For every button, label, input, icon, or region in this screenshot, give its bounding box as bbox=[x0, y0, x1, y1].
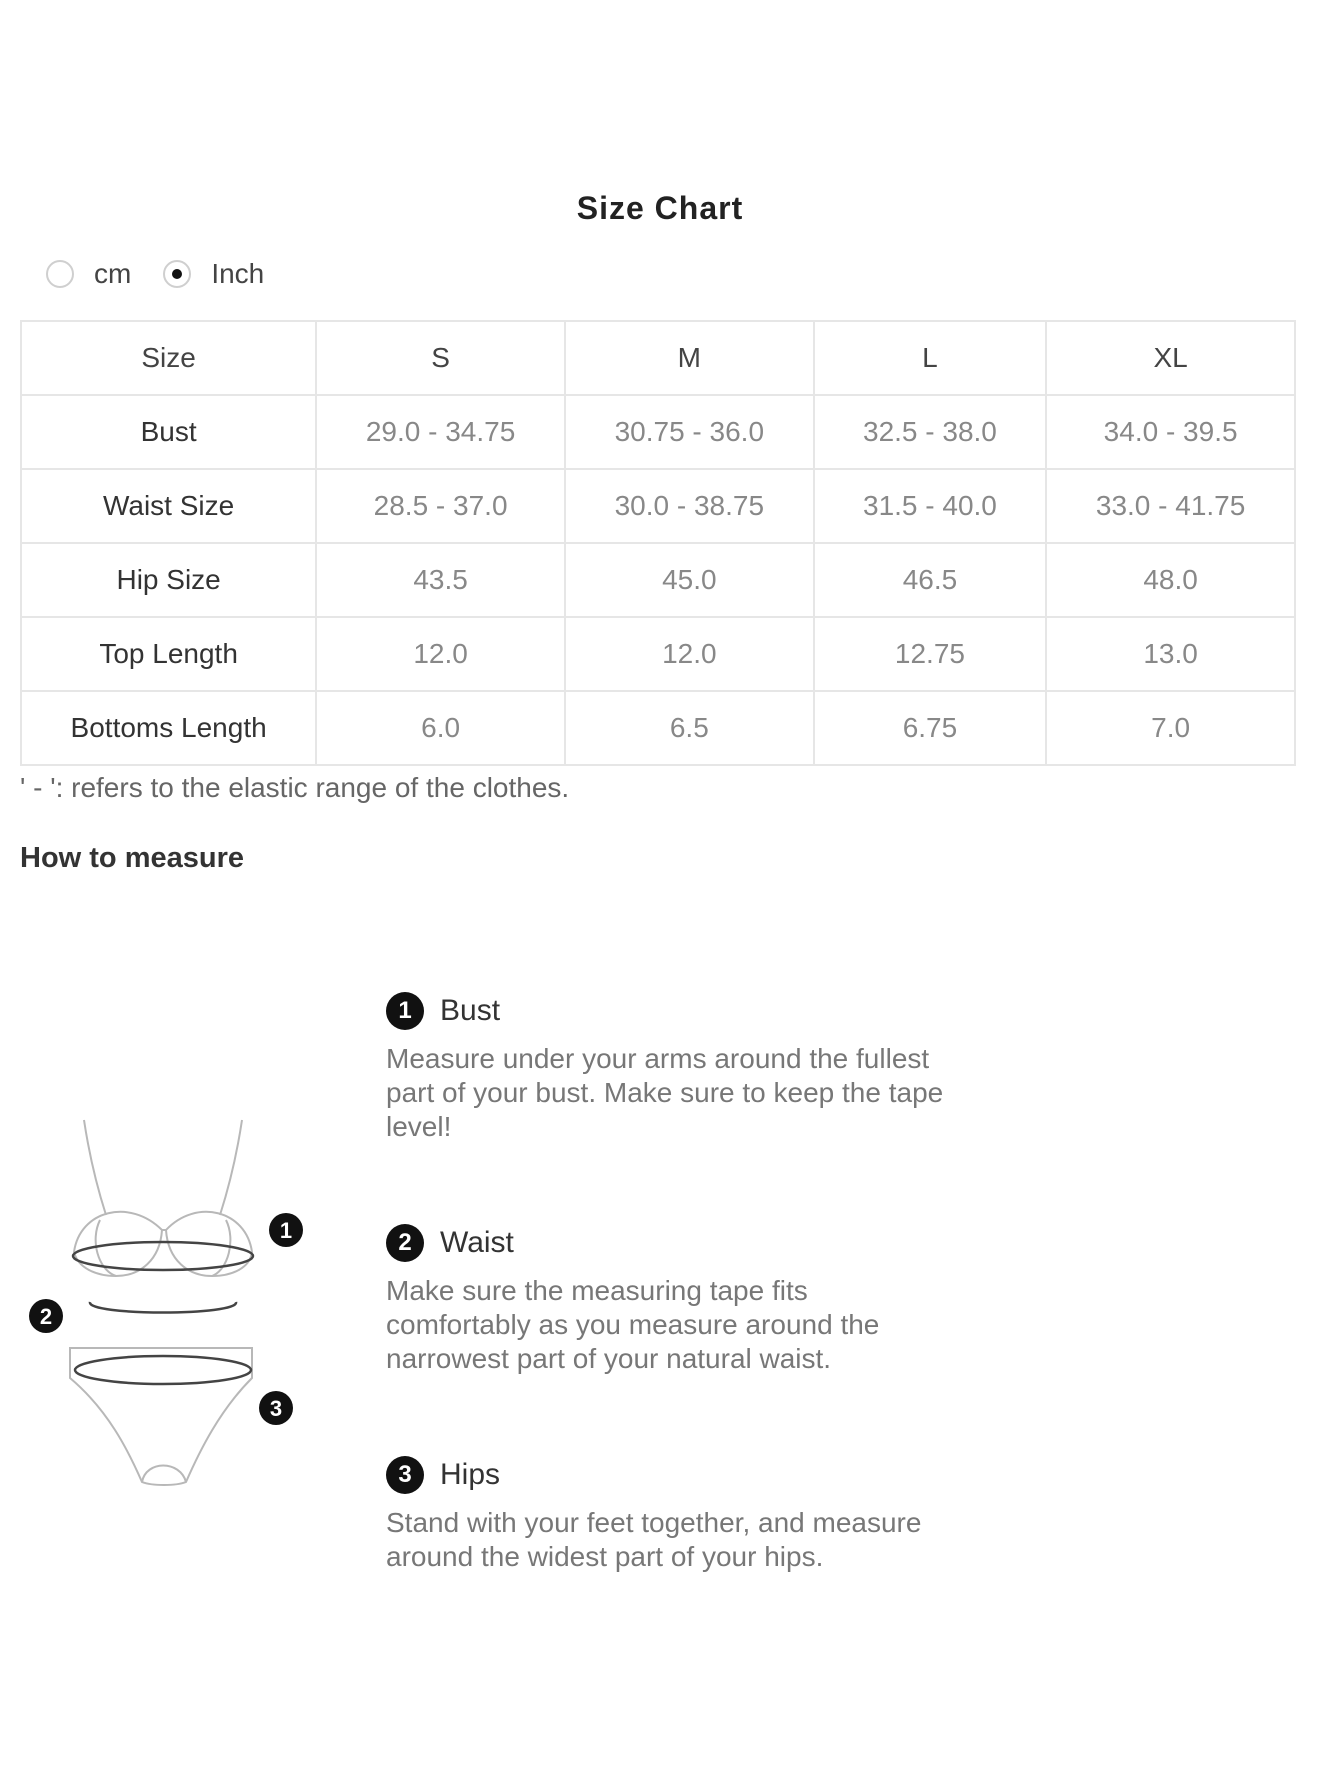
step-number-badge: 2 bbox=[386, 1224, 424, 1262]
table-cell: 30.0 - 38.75 bbox=[565, 469, 814, 543]
size-chart-title: Size Chart bbox=[576, 190, 744, 226]
bikini-measurement-illustration bbox=[20, 1080, 320, 1500]
figure-marker-1 bbox=[269, 1213, 303, 1247]
inch-radio[interactable] bbox=[163, 260, 191, 288]
step-title: Bust bbox=[440, 994, 501, 1027]
table-row bbox=[21, 395, 1295, 469]
step-number-badge: 1 bbox=[386, 992, 424, 1030]
table-cell: 12.0 bbox=[565, 617, 814, 691]
table-cell: 7.0 bbox=[1046, 691, 1295, 765]
table-row bbox=[21, 691, 1295, 765]
table-cell: 13.0 bbox=[1046, 617, 1295, 691]
svg-text:1: 1 bbox=[279, 1218, 293, 1243]
cm-label: cm bbox=[94, 258, 132, 289]
figure-marker-2 bbox=[29, 1299, 63, 1333]
size-table bbox=[20, 320, 1296, 766]
step-description: Make sure the measuring tape fits comfortably as you measure around the narrowest part of your natural waist. bbox=[386, 1275, 880, 1374]
elastic-range-note: ' - ': refers to the elastic range of the clothes. bbox=[20, 772, 570, 803]
how-to-measure-heading: How to measure bbox=[20, 842, 244, 874]
step-description: Stand with your feet together, and measure around the widest part of your hips. bbox=[386, 1507, 922, 1572]
table-row bbox=[21, 469, 1295, 543]
table-cell: 30.75 - 36.0 bbox=[565, 395, 814, 469]
table-cell: 6.0 bbox=[316, 691, 565, 765]
row-label: Waist Size bbox=[21, 469, 316, 543]
svg-text:2: 2 bbox=[39, 1304, 53, 1329]
unit-selector bbox=[46, 258, 296, 290]
header-xl: XL bbox=[1046, 321, 1295, 395]
table-cell: 6.75 bbox=[814, 691, 1047, 765]
table-cell: 12.75 bbox=[814, 617, 1047, 691]
cm-radio[interactable] bbox=[46, 260, 74, 288]
inch-label: Inch bbox=[211, 258, 265, 289]
header-s: S bbox=[316, 321, 565, 395]
step-description: Measure under your arms around the fullest part of your bust. Make sure to keep the tape level! bbox=[386, 1043, 944, 1142]
table-cell: 29.0 - 34.75 bbox=[316, 395, 565, 469]
measure-step-hips bbox=[386, 1456, 1006, 1574]
table-cell: 45.0 bbox=[565, 543, 814, 617]
measure-step-waist bbox=[386, 1224, 1006, 1376]
header-m: M bbox=[565, 321, 814, 395]
table-cell: 32.5 - 38.0 bbox=[814, 395, 1047, 469]
table-cell: 6.5 bbox=[565, 691, 814, 765]
unit-option-inch[interactable] bbox=[163, 258, 264, 290]
table-cell: 43.5 bbox=[316, 543, 565, 617]
table-cell: 46.5 bbox=[814, 543, 1047, 617]
table-cell: 33.0 - 41.75 bbox=[1046, 469, 1295, 543]
unit-option-cm[interactable] bbox=[46, 258, 131, 290]
header-l: L bbox=[814, 321, 1047, 395]
row-label: Hip Size bbox=[21, 543, 316, 617]
table-cell: 28.5 - 37.0 bbox=[316, 469, 565, 543]
figure-marker-3 bbox=[259, 1391, 293, 1425]
row-label: Top Length bbox=[21, 617, 316, 691]
table-cell: 31.5 - 40.0 bbox=[814, 469, 1047, 543]
step-number-badge: 3 bbox=[386, 1456, 424, 1494]
svg-text:3: 3 bbox=[269, 1396, 283, 1421]
table-cell: 48.0 bbox=[1046, 543, 1295, 617]
row-label: Bust bbox=[21, 395, 316, 469]
measure-step-bust bbox=[386, 992, 1006, 1144]
table-row bbox=[21, 543, 1295, 617]
table-cell: 34.0 - 39.5 bbox=[1046, 395, 1295, 469]
step-title: Waist bbox=[440, 1226, 514, 1259]
table-row bbox=[21, 617, 1295, 691]
header-size: Size bbox=[21, 321, 316, 395]
row-label: Bottoms Length bbox=[21, 691, 316, 765]
table-cell: 12.0 bbox=[316, 617, 565, 691]
table-header-row bbox=[21, 321, 1295, 395]
step-title: Hips bbox=[440, 1458, 501, 1491]
